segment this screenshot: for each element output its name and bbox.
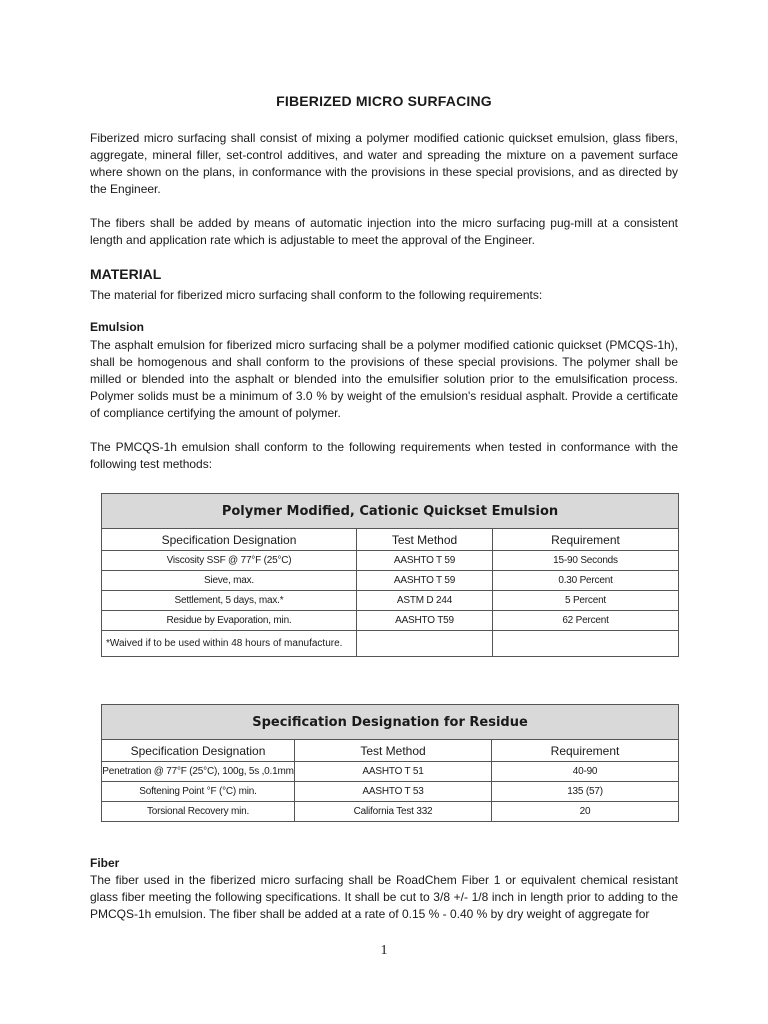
emulsion-heading: Emulsion bbox=[90, 320, 145, 334]
table-cell: Viscosity SSF @ 77°F (25°C) bbox=[102, 551, 357, 571]
table-cell: Sieve, max. bbox=[102, 571, 357, 591]
table-cell: 62 Percent bbox=[493, 611, 679, 631]
table-row bbox=[102, 551, 679, 571]
table-cell: 0.30 Percent bbox=[493, 571, 679, 591]
table-note-row bbox=[102, 631, 679, 657]
page-title: FIBERIZED MICRO SURFACING bbox=[276, 93, 492, 109]
table-cell: 5 Percent bbox=[493, 591, 679, 611]
table-cell: Residue by Evaporation, min. bbox=[102, 611, 357, 631]
table-cell bbox=[357, 631, 493, 657]
table-cell: 40-90 bbox=[492, 762, 679, 782]
table-cell: Torsional Recovery min. bbox=[102, 802, 295, 822]
table-cell: 15-90 Seconds bbox=[493, 551, 679, 571]
intro-paragraph-1: Fiberized micro surfacing shall consist of mixing a polymer modified cationic quickset emulsion, glass fibers, aggregate, mineral filler, set-control additives, and water and spreading the mixture on a pavement surface where shown on the plans, in conformance with the provisions in these special provisions, and as directed by the Engineer. bbox=[90, 131, 678, 196]
column-header: Test Method bbox=[357, 529, 493, 551]
intro-paragraph-2: The fibers shall be added by means of automatic injection into the micro surfacing pug-mill at a consistent length and application rate which is adjustable to meet the approval of the Engineer. bbox=[90, 216, 678, 247]
column-header: Specification Designation bbox=[102, 529, 357, 551]
column-header: Test Method bbox=[295, 740, 492, 762]
table-row bbox=[102, 591, 679, 611]
column-header: Requirement bbox=[492, 740, 679, 762]
table-cell bbox=[493, 631, 679, 657]
emulsion-spec-table bbox=[101, 493, 679, 657]
material-text: The material for fiberized micro surfacing shall conform to the following requirements: bbox=[90, 288, 543, 302]
table-row bbox=[102, 782, 679, 802]
table-row bbox=[102, 611, 679, 631]
table-cell: ASTM D 244 bbox=[357, 591, 493, 611]
fiber-paragraph: The fiber used in the fiberized micro surfacing shall be RoadChem Fiber 1 or equivalent chemical resistant glass fiber meeting the following specifications. It shall be cut to 3/8 +/- 1/8 inch in length prior to adding to the PMCQS-1h emulsion. The fiber shall be added at a rate of 0.15 % - 0.40 % by dry weight of aggregate for bbox=[90, 873, 678, 921]
table-cell: 135 (57) bbox=[492, 782, 679, 802]
table-caption: Polymer Modified, Cationic Quickset Emulsion bbox=[102, 494, 679, 529]
table-row bbox=[102, 762, 679, 782]
material-heading: MATERIAL bbox=[90, 266, 162, 282]
table-cell: AASHTO T 51 bbox=[295, 762, 492, 782]
table-caption: Specification Designation for Residue bbox=[102, 705, 679, 740]
column-header: Requirement bbox=[493, 529, 679, 551]
table-cell: Penetration @ 77°F (25°C), 100g, 5s ,0.1mm bbox=[102, 762, 295, 782]
table-cell: AASHTO T59 bbox=[357, 611, 493, 631]
table-footnote: *Waived if to be used within 48 hours of manufacture. bbox=[102, 631, 357, 657]
fiber-heading: Fiber bbox=[90, 856, 120, 870]
table-cell: Softening Point °F (°C) min. bbox=[102, 782, 295, 802]
table-cell: AASHTO T 59 bbox=[357, 551, 493, 571]
residue-spec-table bbox=[101, 704, 679, 822]
emulsion-paragraph: The asphalt emulsion for fiberized micro surfacing shall be a polymer modified cationic quickset (PMCQS-1h), shall be homogenous and shall conform to the provisions of these special provisions. The polymer shall be milled or blended into the asphalt or blended into the emulsifier solution prior to the emulsification process. Polymer solids must be a minimum of 3.0 % by weight of the emulsion's residual asphalt. Provide a certificate of compliance certifying the amount of polymer. bbox=[90, 338, 678, 420]
table-cell: AASHTO T 59 bbox=[357, 571, 493, 591]
page-number: 1 bbox=[380, 943, 388, 958]
table-row bbox=[102, 571, 679, 591]
table-row bbox=[102, 802, 679, 822]
table-cell: 20 bbox=[492, 802, 679, 822]
table-cell: Settlement, 5 days, max.* bbox=[102, 591, 357, 611]
table-cell: AASHTO T 53 bbox=[295, 782, 492, 802]
emulsion-paragraph-2: The PMCQS-1h emulsion shall conform to the following requirements when tested in conformance with the following test methods: bbox=[90, 440, 678, 471]
column-header: Specification Designation bbox=[102, 740, 295, 762]
table-cell: California Test 332 bbox=[295, 802, 492, 822]
